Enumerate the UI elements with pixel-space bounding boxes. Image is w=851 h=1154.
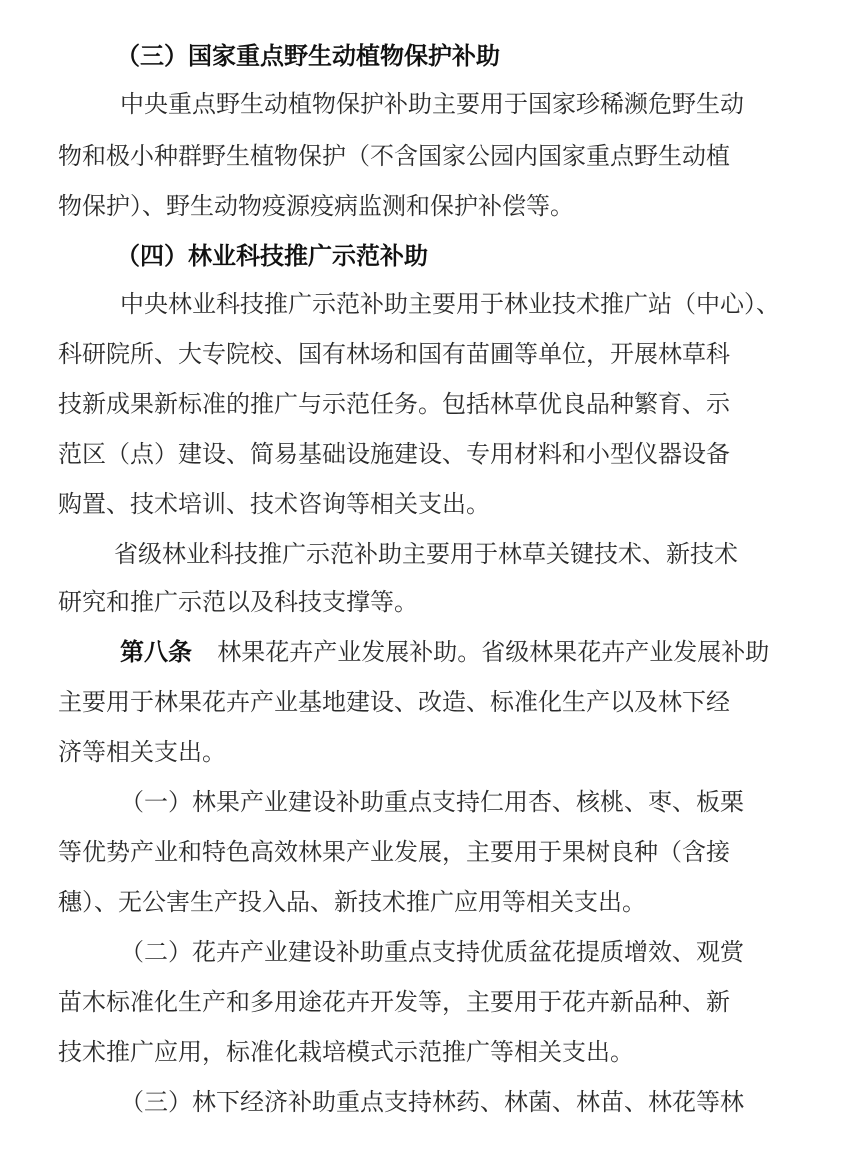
- paragraph-line: 技术推广应用，标准化栽培模式示范推广等相关支出。: [58, 1038, 634, 1066]
- article-text: 林果花卉产业发展补助。省级林果花卉产业发展补助: [217, 638, 770, 666]
- paragraph-line: 等优势产业和特色高效林果产业发展，主要用于果树良种（含接: [58, 838, 730, 866]
- paragraph-line: 穗）、无公害生产投入品、新技术推广应用等相关支出。: [58, 888, 646, 916]
- paragraph-line: 主要用于林果花卉产业基地建设、改造、标准化生产以及林下经: [58, 688, 730, 716]
- paragraph-line: 省级林业科技推广示范补助主要用于林草关键技术、新技术: [114, 540, 738, 568]
- article-number: 第八条: [120, 637, 192, 666]
- paragraph-line: 范区（点）建设、简易基础设施建设、专用材料和小型仪器设备: [58, 440, 730, 468]
- paragraph-line: 苗木标准化生产和多用途花卉开发等，主要用于花卉新品种、新: [58, 988, 730, 1016]
- paragraph-line: （二）花卉产业建设补助重点支持优质盆花提质增效、观赏: [120, 938, 744, 966]
- section-heading-forestry-tech: （四）林业科技推广示范补助: [116, 241, 428, 270]
- paragraph-line: 技新成果新标准的推广与示范任务。包括林草优良品种繁育、示: [58, 390, 730, 418]
- section-heading-wildlife-protection: （三）国家重点野生动植物保护补助: [116, 41, 500, 70]
- paragraph-line: 购置、技术培训、技术咨询等相关支出。: [58, 490, 490, 518]
- paragraph-line: 中央重点野生动植物保护补助主要用于国家珍稀濒危野生动: [120, 90, 744, 118]
- paragraph-line: 研究和推广示范以及科技支撑等。: [58, 588, 418, 616]
- paragraph-line: 科研院所、大专院校、国有林场和国有苗圃等单位，开展林草科: [58, 340, 730, 368]
- paragraph-line: 济等相关支出。: [58, 738, 226, 766]
- paragraph-line: （一）林果产业建设补助重点支持仁用杏、核桃、枣、板栗: [120, 788, 744, 816]
- paragraph-line: 中央林业科技推广示范补助主要用于林业技术推广站（中心）、: [120, 290, 780, 318]
- paragraph-line: 物和极小种群野生植物保护（不含国家公园内国家重点野生动植: [58, 142, 730, 170]
- paragraph-line: （三）林下经济补助重点支持林药、林菌、林苗、林花等林: [120, 1088, 744, 1116]
- article-eight-line: [0, 630, 851, 674]
- paragraph-line: 物保护）、野生动物疫源疫病监测和保护补偿等。: [58, 192, 574, 220]
